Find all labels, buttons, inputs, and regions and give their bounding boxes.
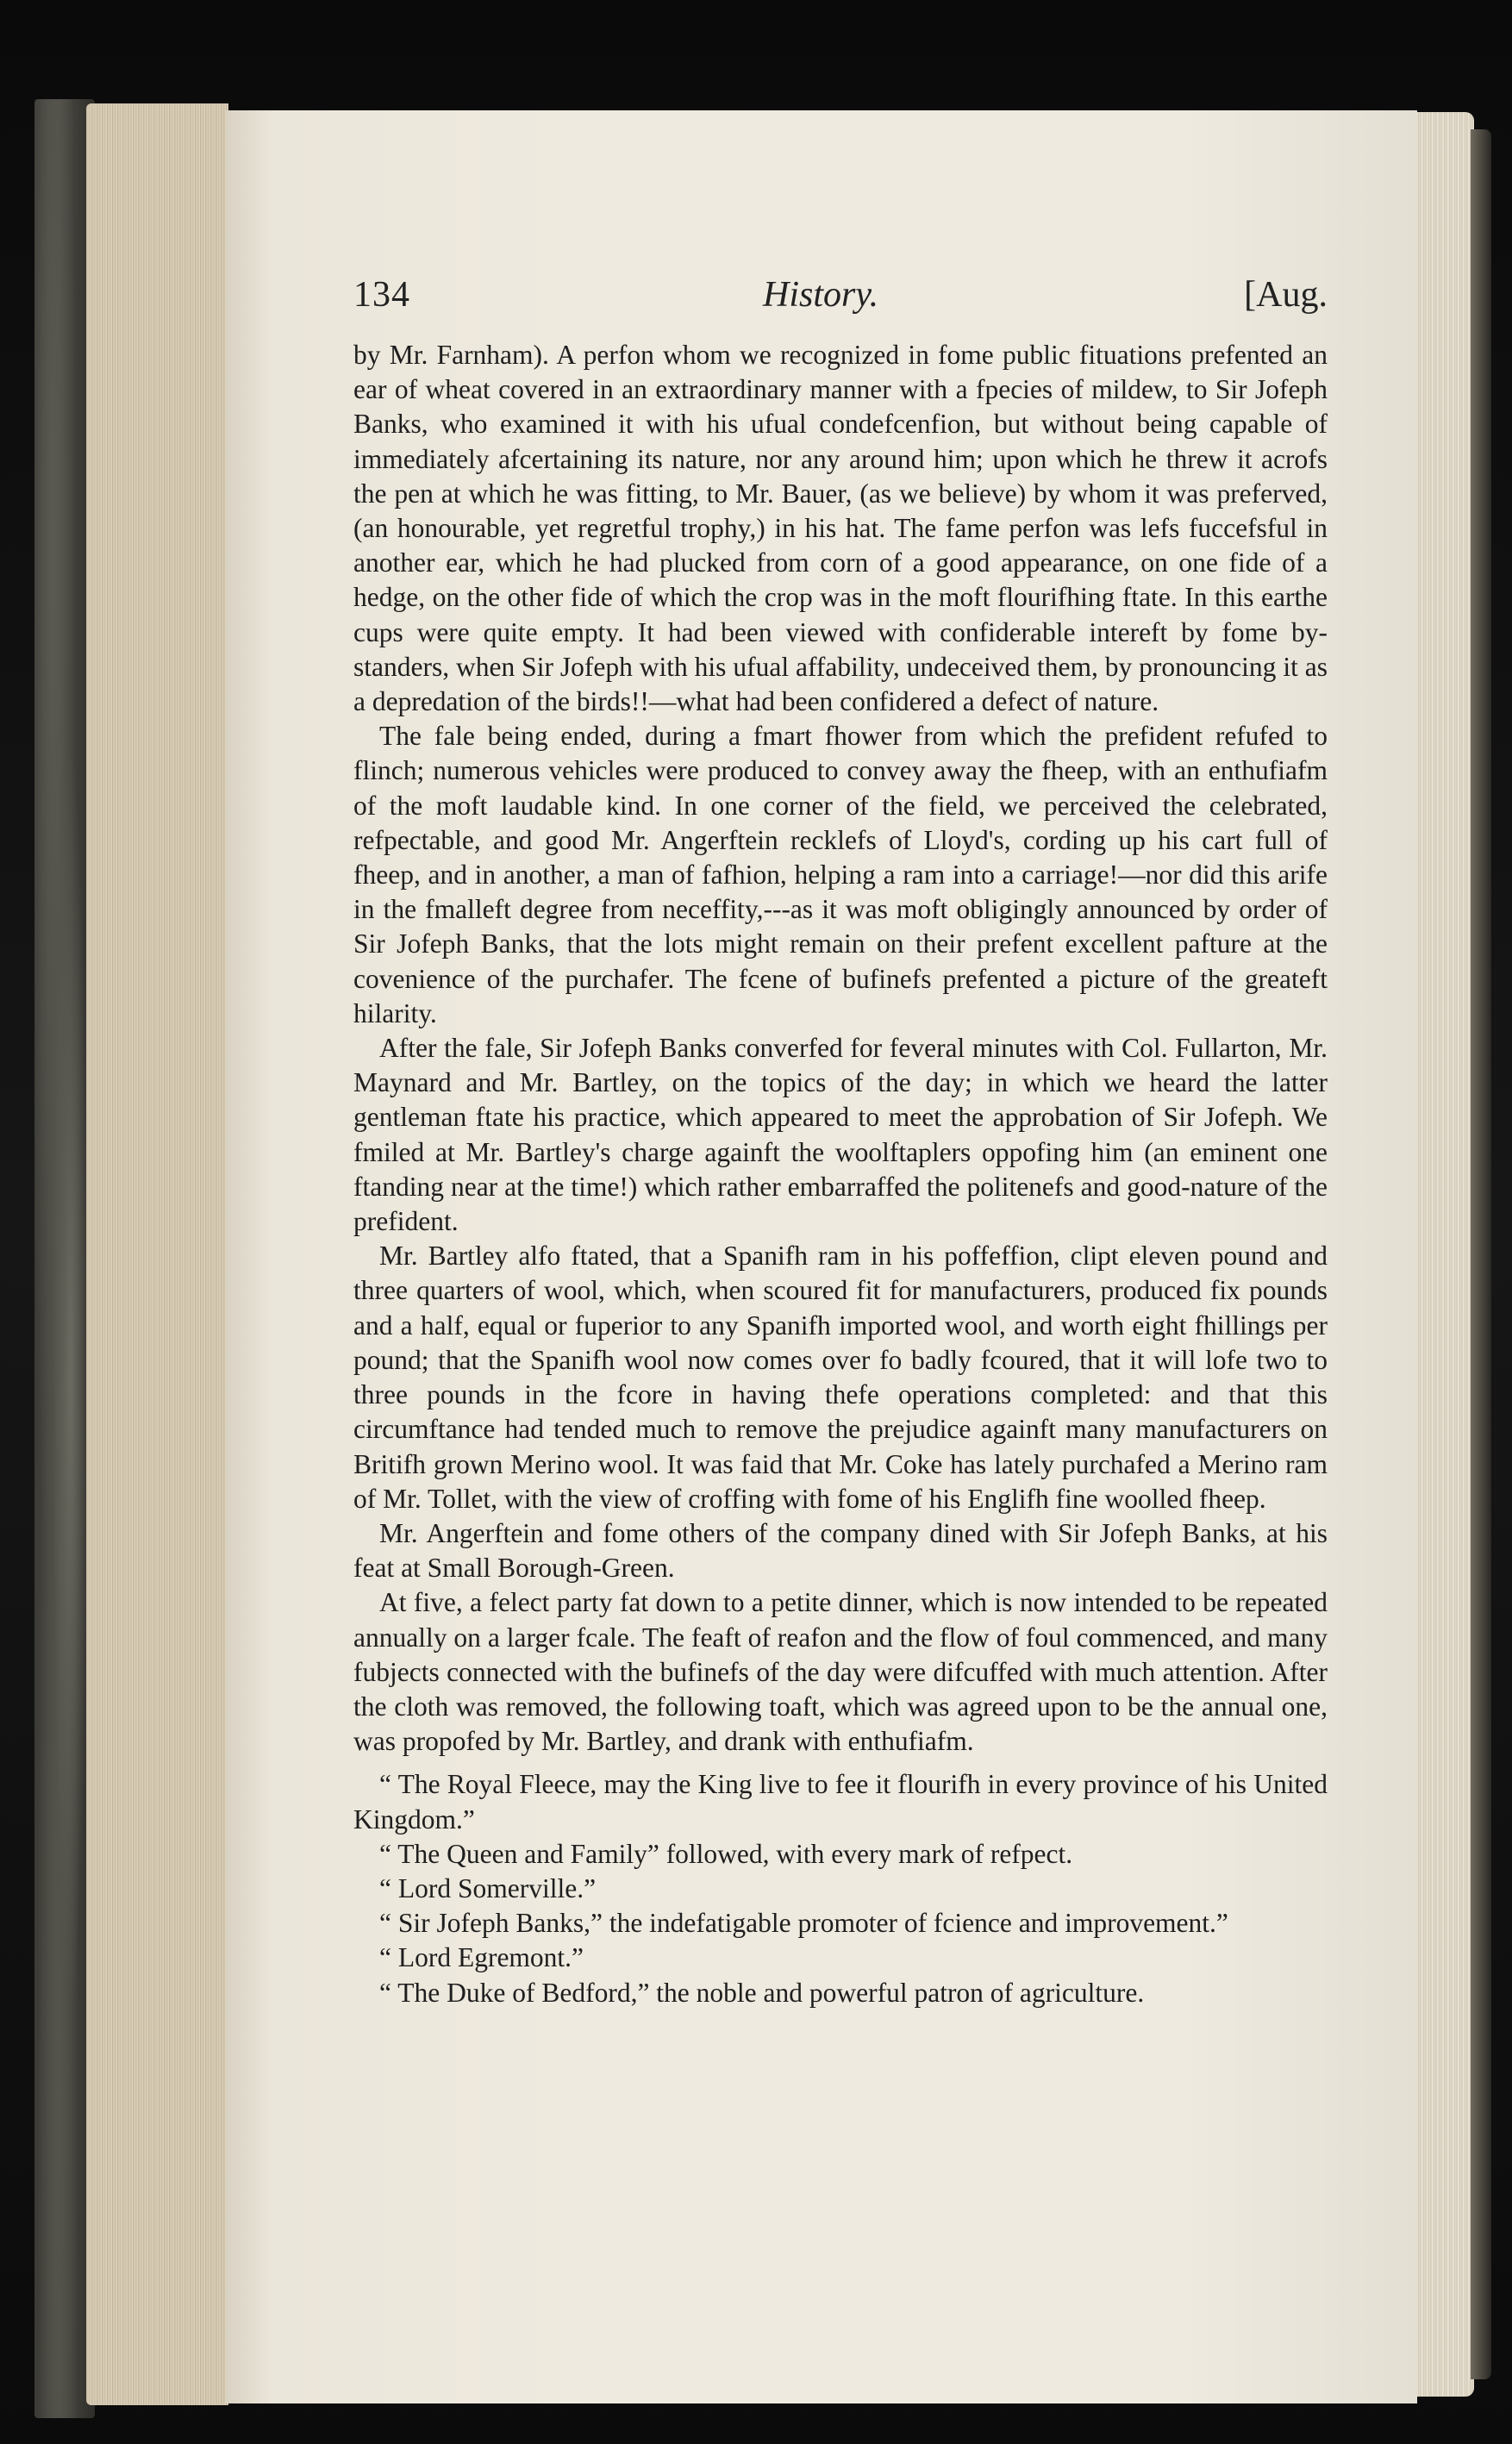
paragraph-4: Mr. Bartley alfo ftated, that a Spanifh ram in his poffeffion, clipt eleven pound and three quarters of wool, which, when scoured fit for manufacturers, produced fix pounds and a half, equal or fuperior to any Spanifh imported wool, and worth eight fhillings per pound; that the Spanifh wool now comes over fo badly fcoured, that it will lofe two to three pounds in the fcore in having thefe operations completed: and that this circumftance had tended much to remove the prejudice againft many manufacturers on Britifh grown Merino wool. It was faid that Mr. Coke has lately purchafed a Merino ram of Mr. Tollet, with the view of croffing with fome of his Englifh fine woolled fheep. [353,1241,1328,1514]
toast-5: “ Lord Egremont.” [379,1942,584,1973]
page-edges-right [1414,112,1474,2397]
page-header [353,274,1328,334]
book-spine [1471,129,1491,2379]
toast-4: “ Sir Jofeph Banks,” the indefatigable promoter of fcience and improvement.” [379,1908,1228,1939]
page-number: 134 [353,275,410,315]
body-text [353,338,1328,2010]
toast-3: “ Lord Somerville.” [379,1872,597,1903]
paragraph-6: At five, a felect party fat down to a petite dinner, which is now intended to be repeated annually on a larger fcale. The feaft of reafon and the flow of foul commenced, and many fubjects connected with the bufinefs of the day were difcuffed with much attention. After the cloth was removed, the following toaft, which was agreed upon to be the annual one, was propofed by Mr. Bartley, and drank with enthufiafm. [353,1587,1328,1757]
page-edges-left [86,103,228,2405]
header-date: [Aug. [1244,275,1328,315]
running-head: History. [763,275,879,315]
toast-6: “ The Duke of Bedford,” the noble and powerful patron of agriculture. [379,1977,1145,2008]
paragraph-3: After the fale, Sir Jofeph Banks converfed for feveral minutes with Col. Fullarton, Mr. Maynard and Mr. Bartley, on the topics of the day; in which we heard the latter gentleman ftate his practice, which appeared to meet the approbation of Sir Jofeph. We fmiled at Mr. Bartley's charge againft the woolftaplers oppofing him (an eminent one ftanding near at the time!) which rather embarraffed the politenefs and good-nature of the prefident. [353,1033,1328,1237]
paragraph-1: by Mr. Farnham). A perfon whom we recognized in fome public fituations prefented an ear of wheat covered in an extraordinary manner with a fpecies of mildew, to Sir Jofeph Banks, who examined it with his ufual condefcenfion, but without being capable of immediately afcertaining its nature, nor any around him; upon which he threw it acrofs the pen at which he was fitting, to Mr. Bauer, (as we believe) by whom it was preferved, (an honourable, yet regretful trophy,) in his hat. The fame perfon was lefs fuccefsful in another ear, which he had plucked from corn of a good appearance, on one fide of a hedge, on the other fide of which the crop was in the moft flourifhing ftate. In this earthe cups were quite empty. It had been viewed with confiderable intereft by fome by-standers, when Sir Jofeph with his ufual affability, undeceived them, by pronouncing it as a depredation of the birds!!—what had been confidered a defect of nature. [353,340,1328,717]
paragraph-2: The fale being ended, during a fmart fhower from which the prefident refufed to flinch; numerous vehicles were produced to convey away the fheep, with an enthufiafm of the moft laudable kind. In one corner of the field, we perceived the celebrated, refpectable, and good Mr. Angerftein recklefs of Lloyd's, cording up his cart full of fheep, and in another, a man of fafhion, helping a ram into a carriage!—nor did this arife in the fmalleft degree from neceffity,---as it was moft obligingly announced by order of Sir Jofeph Banks, that the lots might remain on their prefent excellent pafture at the covenience of the purchafer. The fcene of bufinefs prefented a picture of the greateft hilarity. [353,721,1328,1028]
toast-1: “ The Royal Fleece, may the King live to fee it flourifh in every province of his United Kingdom.” [353,1769,1328,1835]
toast-2: “ The Queen and Family” followed, with every mark of refpect. [379,1838,1073,1869]
paragraph-5: Mr. Angerftein and fome others of the company dined with Sir Jofeph Banks, at his feat at Small Borough-Green. [353,1517,1328,1584]
